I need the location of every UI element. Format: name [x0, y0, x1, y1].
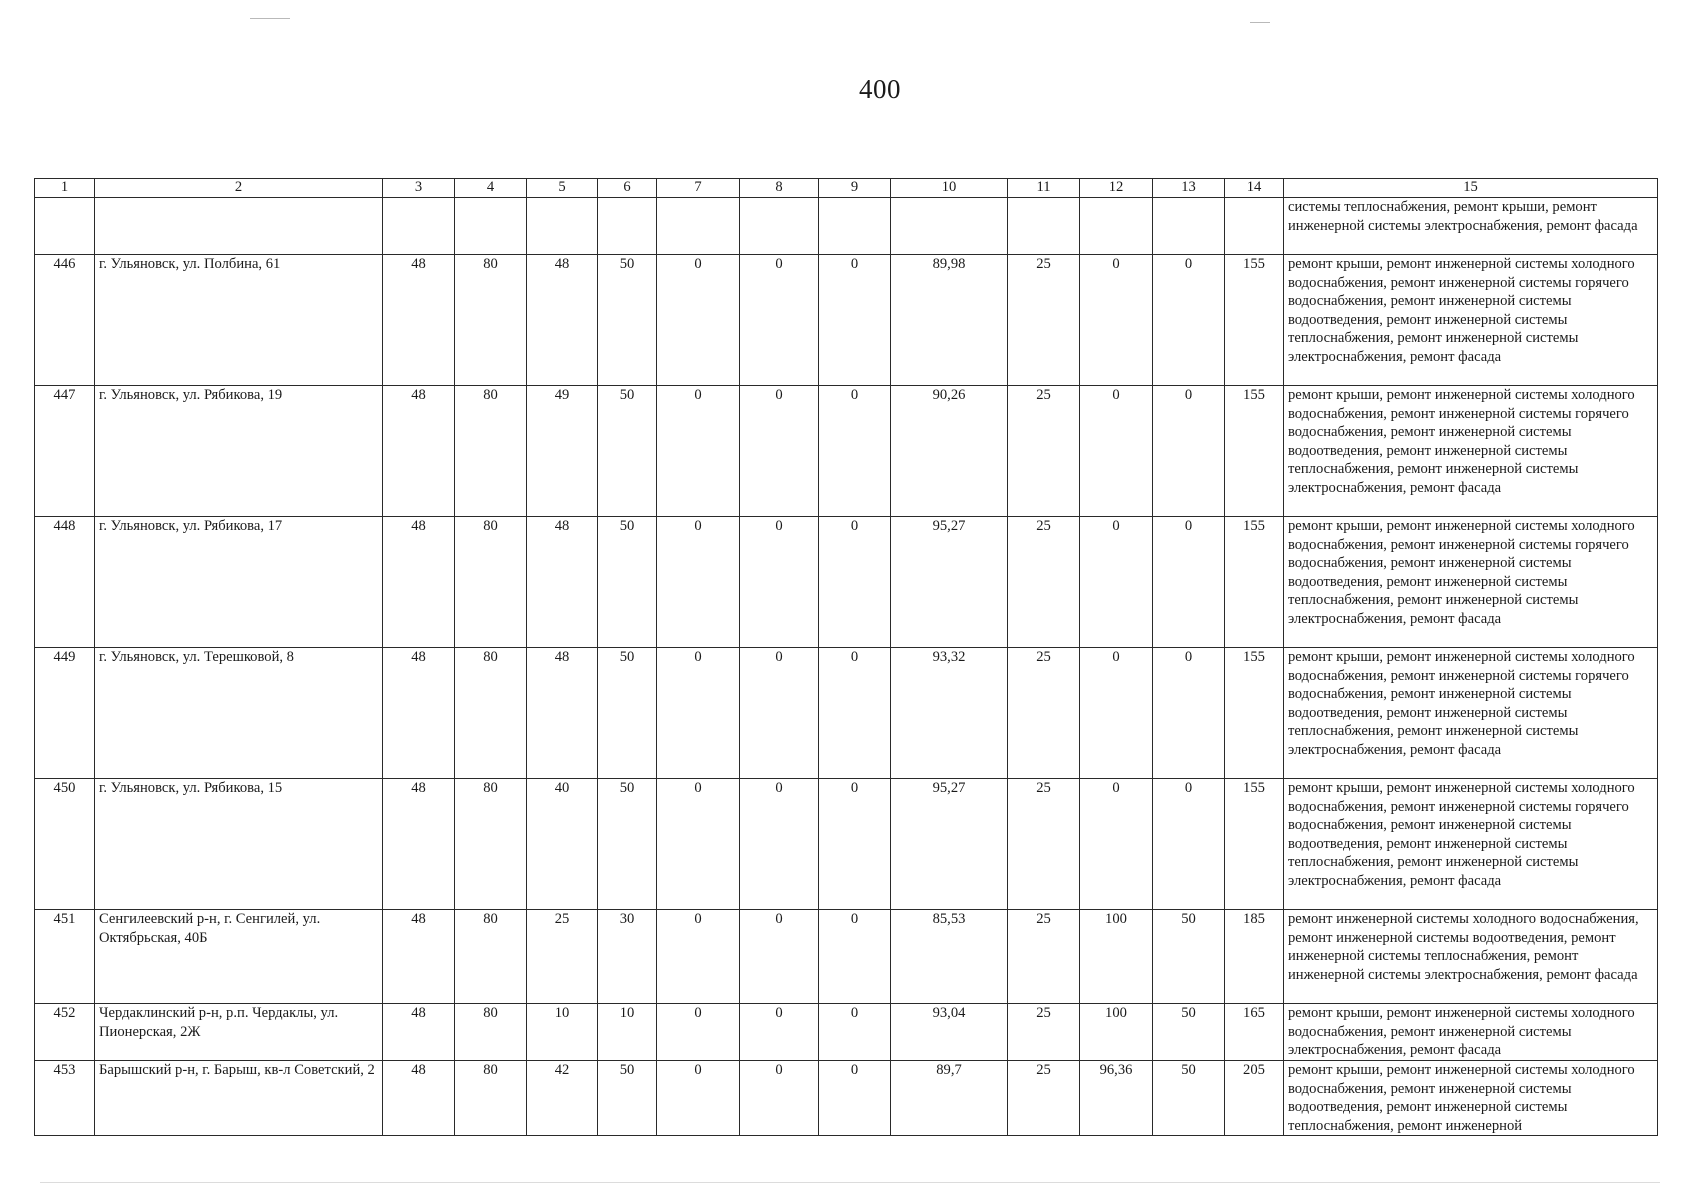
- value-cell: 0: [1153, 386, 1225, 517]
- value-cell: 0: [740, 910, 819, 1004]
- scan-artifact-top: [1250, 22, 1270, 23]
- total-cell: 155: [1225, 517, 1284, 648]
- value-cell: 0: [1153, 779, 1225, 910]
- value-cell: 100: [1080, 1004, 1153, 1061]
- table-row: [35, 386, 1658, 517]
- column-number: 13: [1153, 179, 1225, 198]
- value-cell: 0: [1080, 255, 1153, 386]
- total-cell: 185: [1225, 910, 1284, 1004]
- value-cell: 48: [383, 648, 455, 779]
- value-cell: 50: [598, 386, 657, 517]
- value-cell: 0: [1080, 517, 1153, 648]
- value-cell: 40: [527, 779, 598, 910]
- value-cell: 50: [1153, 910, 1225, 1004]
- total-cell: 165: [1225, 1004, 1284, 1061]
- value-cell: 25: [1008, 648, 1080, 779]
- table-row: [35, 779, 1658, 910]
- value-cell: 80: [455, 1004, 527, 1061]
- value-cell: 0: [819, 386, 891, 517]
- value-cell: 95,27: [891, 779, 1008, 910]
- value-cell: 100: [1080, 910, 1153, 1004]
- value-cell: 0: [819, 517, 891, 648]
- value-cell: 25: [1008, 1004, 1080, 1061]
- repair-works-cell: системы теплоснабжения, ремонт крыши, ремонт инженерной системы электроснабжения, ремонт фасада: [1284, 198, 1658, 255]
- address-cell: г. Ульяновск, ул. Терешковой, 8: [95, 648, 383, 779]
- address-cell: Сенгилеевский р-н, г. Сенгилей, ул. Октябрьская, 40Б: [95, 910, 383, 1004]
- value-cell: 0: [819, 910, 891, 1004]
- total-cell: 155: [1225, 386, 1284, 517]
- table-row: [35, 517, 1658, 648]
- scan-artifact-bottom: [40, 1182, 1660, 1183]
- table-row: [35, 1004, 1658, 1061]
- total-cell: 155: [1225, 648, 1284, 779]
- value-cell: 80: [455, 255, 527, 386]
- value-cell: 30: [598, 910, 657, 1004]
- value-cell: 49: [527, 386, 598, 517]
- row-number: 453: [35, 1061, 95, 1136]
- value-cell: 48: [383, 386, 455, 517]
- column-number-row: [35, 179, 1658, 198]
- value-cell: 0: [740, 779, 819, 910]
- value-cell: 48: [527, 648, 598, 779]
- value-cell: 25: [1008, 1061, 1080, 1136]
- column-number: 6: [598, 179, 657, 198]
- value-cell: 93,04: [891, 1004, 1008, 1061]
- value-cell: 85,53: [891, 910, 1008, 1004]
- value-cell: 50: [598, 1061, 657, 1136]
- repair-works-cell: ремонт крыши, ремонт инженерной системы холодного водоснабжения, ремонт инженерной системы горячего водоснабжения, ремонт инженерной системы водоотведения, ремонт инженерной системы теплоснабжения, ремонт инженерной системы электроснабжения, ремонт фасада: [1284, 386, 1658, 517]
- value-cell: 0: [657, 910, 740, 1004]
- value-cell: 80: [455, 910, 527, 1004]
- column-number: 9: [819, 179, 891, 198]
- value-cell: 0: [657, 1061, 740, 1136]
- value-cell: 25: [527, 910, 598, 1004]
- address-cell: г. Ульяновск, ул. Рябикова, 17: [95, 517, 383, 648]
- row-number: 451: [35, 910, 95, 1004]
- value-cell: 50: [1153, 1004, 1225, 1061]
- repair-works-cell: ремонт инженерной системы холодного водоснабжения, ремонт инженерной системы водоотведения, ремонт инженерной системы теплоснабжения, ремонт инженерной системы электроснабжения, ремонт фасада: [1284, 910, 1658, 1004]
- repair-works-cell: ремонт крыши, ремонт инженерной системы холодного водоснабжения, ремонт инженерной системы горячего водоснабжения, ремонт инженерной системы водоотведения, ремонт инженерной системы теплоснабжения, ремонт инженерной системы электроснабжения, ремонт фасада: [1284, 255, 1658, 386]
- row-number: 452: [35, 1004, 95, 1061]
- value-cell: 0: [819, 648, 891, 779]
- repair-works-cell: ремонт крыши, ремонт инженерной системы холодного водоснабжения, ремонт инженерной системы горячего водоснабжения, ремонт инженерной системы водоотведения, ремонт инженерной системы теплоснабжения, ремонт инженерной системы электроснабжения, ремонт фасада: [1284, 648, 1658, 779]
- value-cell: 48: [383, 1004, 455, 1061]
- value-cell: 96,36: [1080, 1061, 1153, 1136]
- value-cell: 0: [657, 255, 740, 386]
- value-cell: 25: [1008, 910, 1080, 1004]
- column-number: 4: [455, 179, 527, 198]
- table-header: [35, 179, 1658, 198]
- table-row: [35, 648, 1658, 779]
- row-number: 446: [35, 255, 95, 386]
- value-cell: 0: [819, 779, 891, 910]
- column-number: 8: [740, 179, 819, 198]
- value-cell: 93,32: [891, 648, 1008, 779]
- column-number: 12: [1080, 179, 1153, 198]
- value-cell: 48: [383, 779, 455, 910]
- address-cell: г. Ульяновск, ул. Полбина, 61: [95, 255, 383, 386]
- value-cell: 48: [527, 517, 598, 648]
- value-cell: 0: [740, 517, 819, 648]
- column-number: 3: [383, 179, 455, 198]
- value-cell: 48: [383, 255, 455, 386]
- value-cell: 0: [657, 517, 740, 648]
- address-cell: Барышский р-н, г. Барыш, кв-л Советский, 2: [95, 1061, 383, 1136]
- value-cell: 50: [598, 255, 657, 386]
- table-body: [35, 198, 1658, 1136]
- value-cell: 0: [657, 648, 740, 779]
- address-cell: Чердаклинский р-н, р.п. Чердаклы, ул. Пионерская, 2Ж: [95, 1004, 383, 1061]
- table-row: [35, 255, 1658, 386]
- value-cell: 10: [598, 1004, 657, 1061]
- value-cell: 50: [1153, 1061, 1225, 1136]
- column-number: 11: [1008, 179, 1080, 198]
- value-cell: 0: [819, 255, 891, 386]
- value-cell: 0: [740, 386, 819, 517]
- value-cell: 80: [455, 779, 527, 910]
- value-cell: 0: [657, 779, 740, 910]
- column-number: 2: [95, 179, 383, 198]
- value-cell: 0: [1153, 517, 1225, 648]
- column-number: 14: [1225, 179, 1284, 198]
- table-row: [35, 910, 1658, 1004]
- value-cell: 0: [740, 1004, 819, 1061]
- value-cell: 0: [740, 255, 819, 386]
- column-number: 7: [657, 179, 740, 198]
- column-number: 15: [1284, 179, 1658, 198]
- value-cell: 80: [455, 648, 527, 779]
- row-number: 449: [35, 648, 95, 779]
- total-cell: 155: [1225, 255, 1284, 386]
- value-cell: 48: [383, 1061, 455, 1136]
- value-cell: 0: [657, 386, 740, 517]
- value-cell: 80: [455, 386, 527, 517]
- value-cell: 25: [1008, 255, 1080, 386]
- repair-works-cell: ремонт крыши, ремонт инженерной системы холодного водоснабжения, ремонт инженерной системы горячего водоснабжения, ремонт инженерной системы водоотведения, ремонт инженерной системы теплоснабжения, ремонт инженерной системы электроснабжения, ремонт фасада: [1284, 779, 1658, 910]
- value-cell: 50: [598, 517, 657, 648]
- value-cell: 42: [527, 1061, 598, 1136]
- continuation-row: [35, 198, 1658, 255]
- value-cell: 0: [819, 1004, 891, 1061]
- value-cell: 0: [740, 1061, 819, 1136]
- total-cell: 205: [1225, 1061, 1284, 1136]
- value-cell: 0: [657, 1004, 740, 1061]
- page-number: 400: [859, 74, 901, 104]
- column-number: 5: [527, 179, 598, 198]
- value-cell: 0: [1080, 779, 1153, 910]
- value-cell: 0: [1153, 648, 1225, 779]
- value-cell: 50: [598, 779, 657, 910]
- row-number: 450: [35, 779, 95, 910]
- value-cell: 25: [1008, 386, 1080, 517]
- address-cell: г. Ульяновск, ул. Рябикова, 19: [95, 386, 383, 517]
- value-cell: 0: [1080, 386, 1153, 517]
- column-number: 1: [35, 179, 95, 198]
- value-cell: 90,26: [891, 386, 1008, 517]
- housing-repair-table: [34, 178, 1658, 1136]
- value-cell: 0: [1153, 255, 1225, 386]
- value-cell: 0: [819, 1061, 891, 1136]
- table-row: [35, 1061, 1658, 1136]
- row-number: 448: [35, 517, 95, 648]
- value-cell: 89,98: [891, 255, 1008, 386]
- value-cell: 89,7: [891, 1061, 1008, 1136]
- value-cell: 48: [383, 910, 455, 1004]
- scan-artifact-top: [250, 18, 290, 19]
- value-cell: 10: [527, 1004, 598, 1061]
- value-cell: 48: [527, 255, 598, 386]
- value-cell: 95,27: [891, 517, 1008, 648]
- value-cell: 25: [1008, 517, 1080, 648]
- value-cell: 0: [1080, 648, 1153, 779]
- total-cell: 155: [1225, 779, 1284, 910]
- value-cell: 80: [455, 517, 527, 648]
- value-cell: 0: [740, 648, 819, 779]
- address-cell: г. Ульяновск, ул. Рябикова, 15: [95, 779, 383, 910]
- repair-works-cell: ремонт крыши, ремонт инженерной системы холодного водоснабжения, ремонт инженерной системы водоотведения, ремонт инженерной системы теплоснабжения, ремонт инженерной: [1284, 1061, 1658, 1136]
- value-cell: 25: [1008, 779, 1080, 910]
- repair-works-cell: ремонт крыши, ремонт инженерной системы холодного водоснабжения, ремонт инженерной системы электроснабжения, ремонт фасада: [1284, 1004, 1658, 1061]
- value-cell: 50: [598, 648, 657, 779]
- column-number: 10: [891, 179, 1008, 198]
- row-number: 447: [35, 386, 95, 517]
- value-cell: 80: [455, 1061, 527, 1136]
- value-cell: 48: [383, 517, 455, 648]
- repair-works-cell: ремонт крыши, ремонт инженерной системы холодного водоснабжения, ремонт инженерной системы горячего водоснабжения, ремонт инженерной системы водоотведения, ремонт инженерной системы теплоснабжения, ремонт инженерной системы электроснабжения, ремонт фасада: [1284, 517, 1658, 648]
